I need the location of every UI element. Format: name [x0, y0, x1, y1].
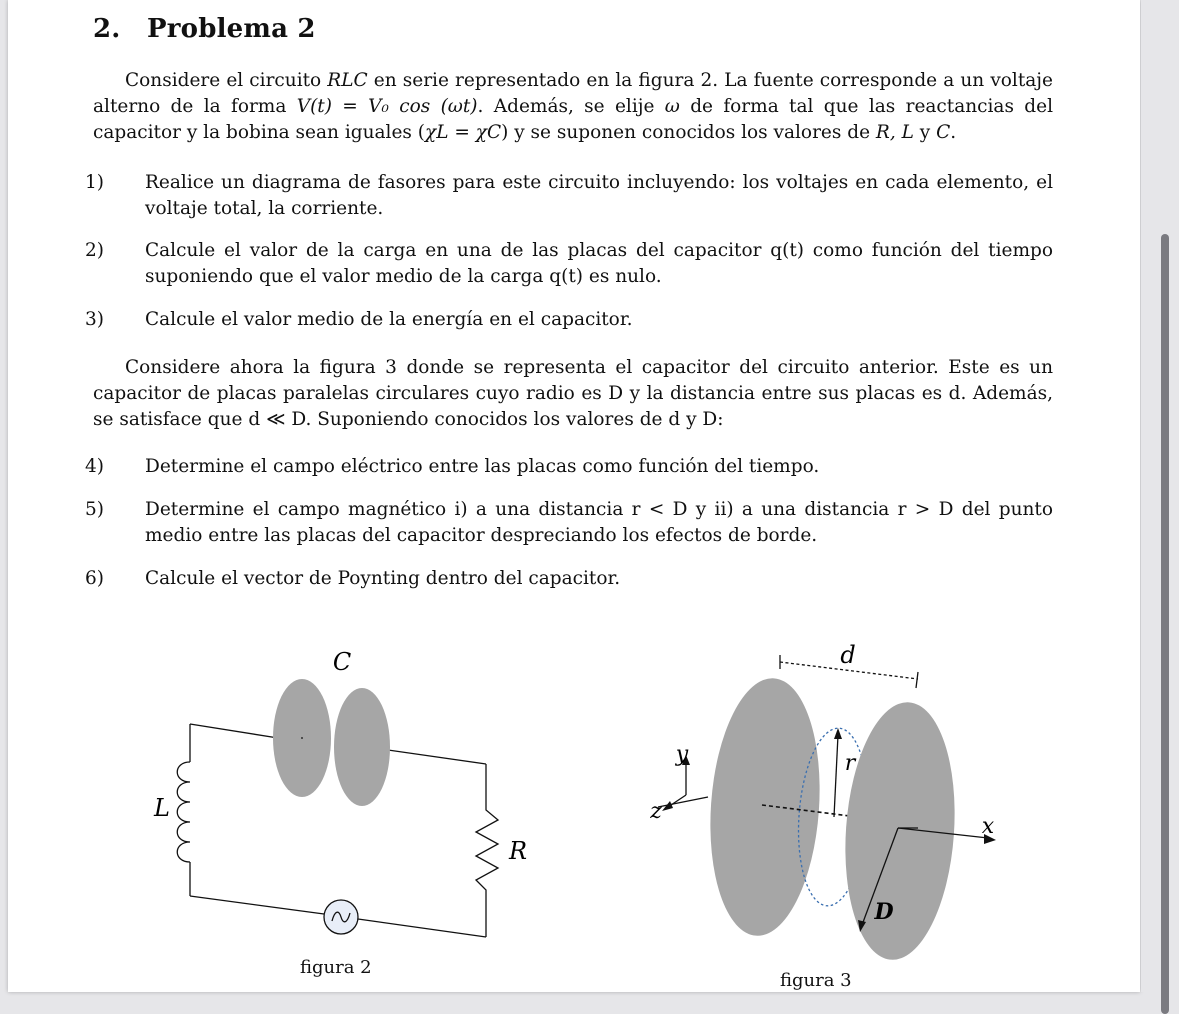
figure-2-caption: figura 2	[300, 957, 372, 978]
wire-bottom-left	[190, 896, 324, 914]
capacitor-plate-left	[702, 675, 828, 940]
list-item: 5) Determine el campo magnético i) a una distancia r < D y ii) a una distancia r > D del punto medio entre las placas del capacitor despreciando los efectos de borde.	[85, 499, 1053, 546]
list-item: 2) Calcule el valor de la carga en una de las placas del capacitor q(t) como función del tiempo suponiendo que el valor medio de la carga q(t) es nulo.	[85, 240, 1053, 287]
label-capacitor: C	[332, 648, 352, 676]
label-y: y	[675, 742, 689, 767]
scrollbar-thumb[interactable]	[1161, 234, 1169, 1014]
label-d: d	[840, 641, 856, 669]
figure-3-capacitor	[628, 635, 1028, 965]
capacitor-plate-right	[334, 688, 390, 806]
wire-bottom-right	[358, 919, 486, 937]
label-inductor: L	[154, 794, 170, 822]
figure-2-circuit	[128, 640, 568, 990]
scrollbar-track[interactable]	[1141, 0, 1179, 992]
section-title: Problema 2	[147, 14, 316, 44]
label-D: D	[874, 899, 894, 925]
section-number: 2.	[93, 14, 121, 44]
list-item: 4) Determine el campo eléctrico entre las placas como función del tiempo.	[85, 456, 820, 477]
label-z: z	[650, 799, 662, 824]
list-item: 3) Calcule el valor medio de la energía en el capacitor.	[85, 309, 633, 330]
inductor-coil	[177, 762, 190, 862]
list-item: 1) Realice un diagrama de fasores para este circuito incluyendo: los voltajes en cada elemento, el voltaje total, la corriente.	[85, 172, 1053, 219]
capacitor-plate-right	[837, 699, 963, 964]
document-page	[8, 0, 1140, 992]
paragraph-1: Considere el circuito RLC en serie representado en la figura 2. La fuente corresponde a un voltaje alterno de la forma V(t) = V₀ cos (ωt). Además, se elije ω de forma tal que las reactancias del capacitor y la bobina sean iguales (χL = χC) y se suponen conocidos los valores de R, L y C.	[93, 70, 1054, 143]
label-r: r	[844, 751, 856, 776]
axis-x-back	[658, 797, 708, 807]
radius-r-arrow	[834, 735, 838, 817]
resistor-zigzag	[476, 802, 498, 898]
wire-top-left	[190, 724, 278, 738]
label-resistor: R	[508, 837, 528, 865]
section-heading	[93, 16, 316, 42]
figure-3-caption: figura 3	[780, 970, 852, 991]
paragraph-2: Considere ahora la figura 3 donde se representa el capacitor del circuito anterior. Este es un capacitor de placas paralelas circulares cuyo radio es D y la distancia entre sus placas es d. Además, se satisface que d ≪ D. Suponiendo conocidos los valores de d y D:	[93, 357, 1053, 430]
label-x: x	[981, 814, 995, 839]
list-item: 6) Calcule el vector de Poynting dentro del capacitor.	[85, 568, 621, 589]
